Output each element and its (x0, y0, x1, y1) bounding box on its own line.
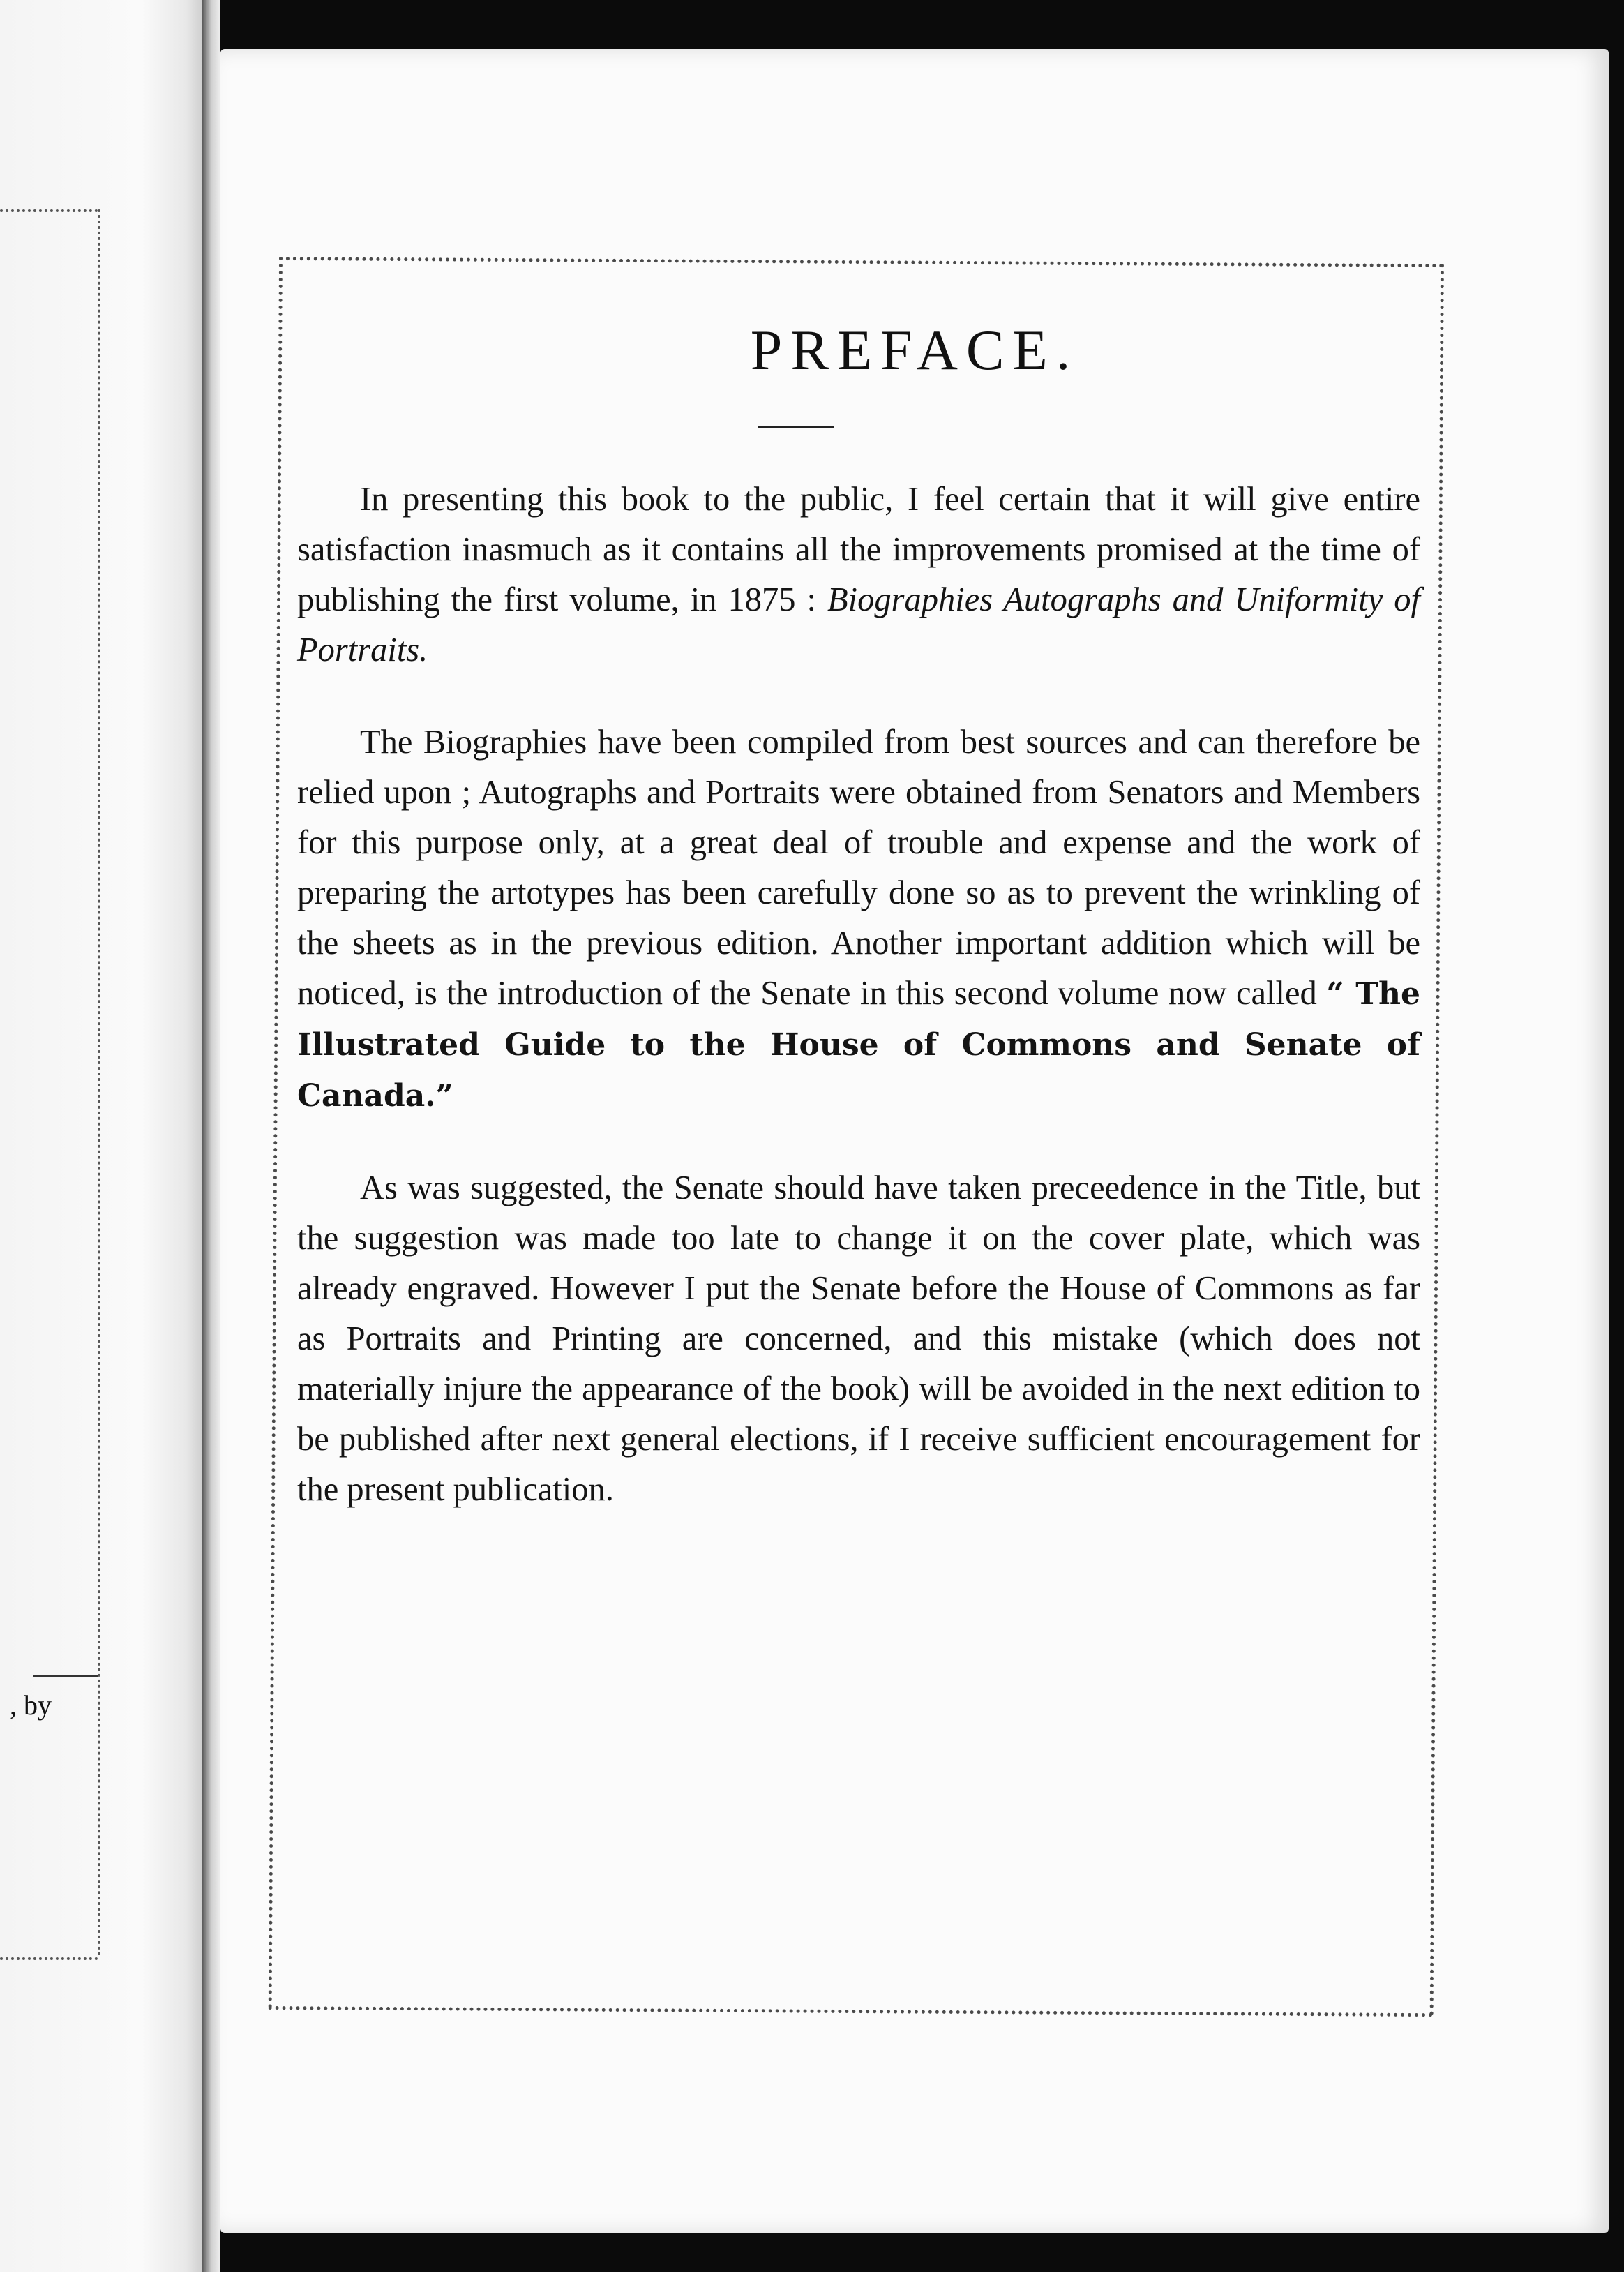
previous-page-border-bottom (0, 1957, 98, 1960)
previous-page-text-fragment: , by (10, 1689, 52, 1721)
paragraph-1 (297, 474, 1420, 675)
title-underline (758, 426, 834, 428)
previous-page-border-side (98, 209, 100, 1957)
paragraph-3-text: As was suggested, the Senate should have taken preceedence in the Title, but the suggestion was made too late to change it on the cover plate, which was already engraved. However I put the Senate before the House of Commons as far as Portraits and Printing are concerned, and this mistake (which does not materially injure the appearance of the book) will be avoided in the next edition to be published after next general elections, if I receive sufficient encouragement for the present publication. (297, 1169, 1420, 1508)
previous-page-edge (0, 0, 202, 2272)
book-edge-right (1609, 0, 1624, 2272)
previous-page-rule (33, 1675, 98, 1677)
previous-page-border-top (0, 209, 98, 212)
paragraph-1-text: In presenting this book to the public, I feel certain that it will give entire satisfaction inasmuch as it contains all the improvements promised at the time of publishing the first volume, in 1875 : (297, 481, 1420, 618)
book-gutter (202, 0, 220, 2272)
page-title: PREFACE. (750, 317, 1079, 382)
paragraph-2-text: The Biographies have been compiled from best sources and can therefore be relied upon ; Autographs and Portraits were obtained from Senators and Members for this purpose only, at a great deal of trouble and expense and the work of preparing the artotypes has been carefully done so as to prevent the wrinkling of the sheets as in the previous edition. Another important addition which will be noticed, is the introduction of the Senate in this second volume now called (297, 724, 1420, 1012)
paragraph-2 (297, 717, 1420, 1121)
preface-page (220, 49, 1609, 2233)
paragraph-1-italic: Biographies Autographs and Uniformity of Portraits. (297, 581, 1420, 668)
paragraph-2-bold-title: “ The Illustrated Guide to the House of Commons and Senate of Canada.” (297, 976, 1420, 1114)
preface-body (297, 474, 1420, 1557)
paragraph-3 (297, 1163, 1420, 1515)
